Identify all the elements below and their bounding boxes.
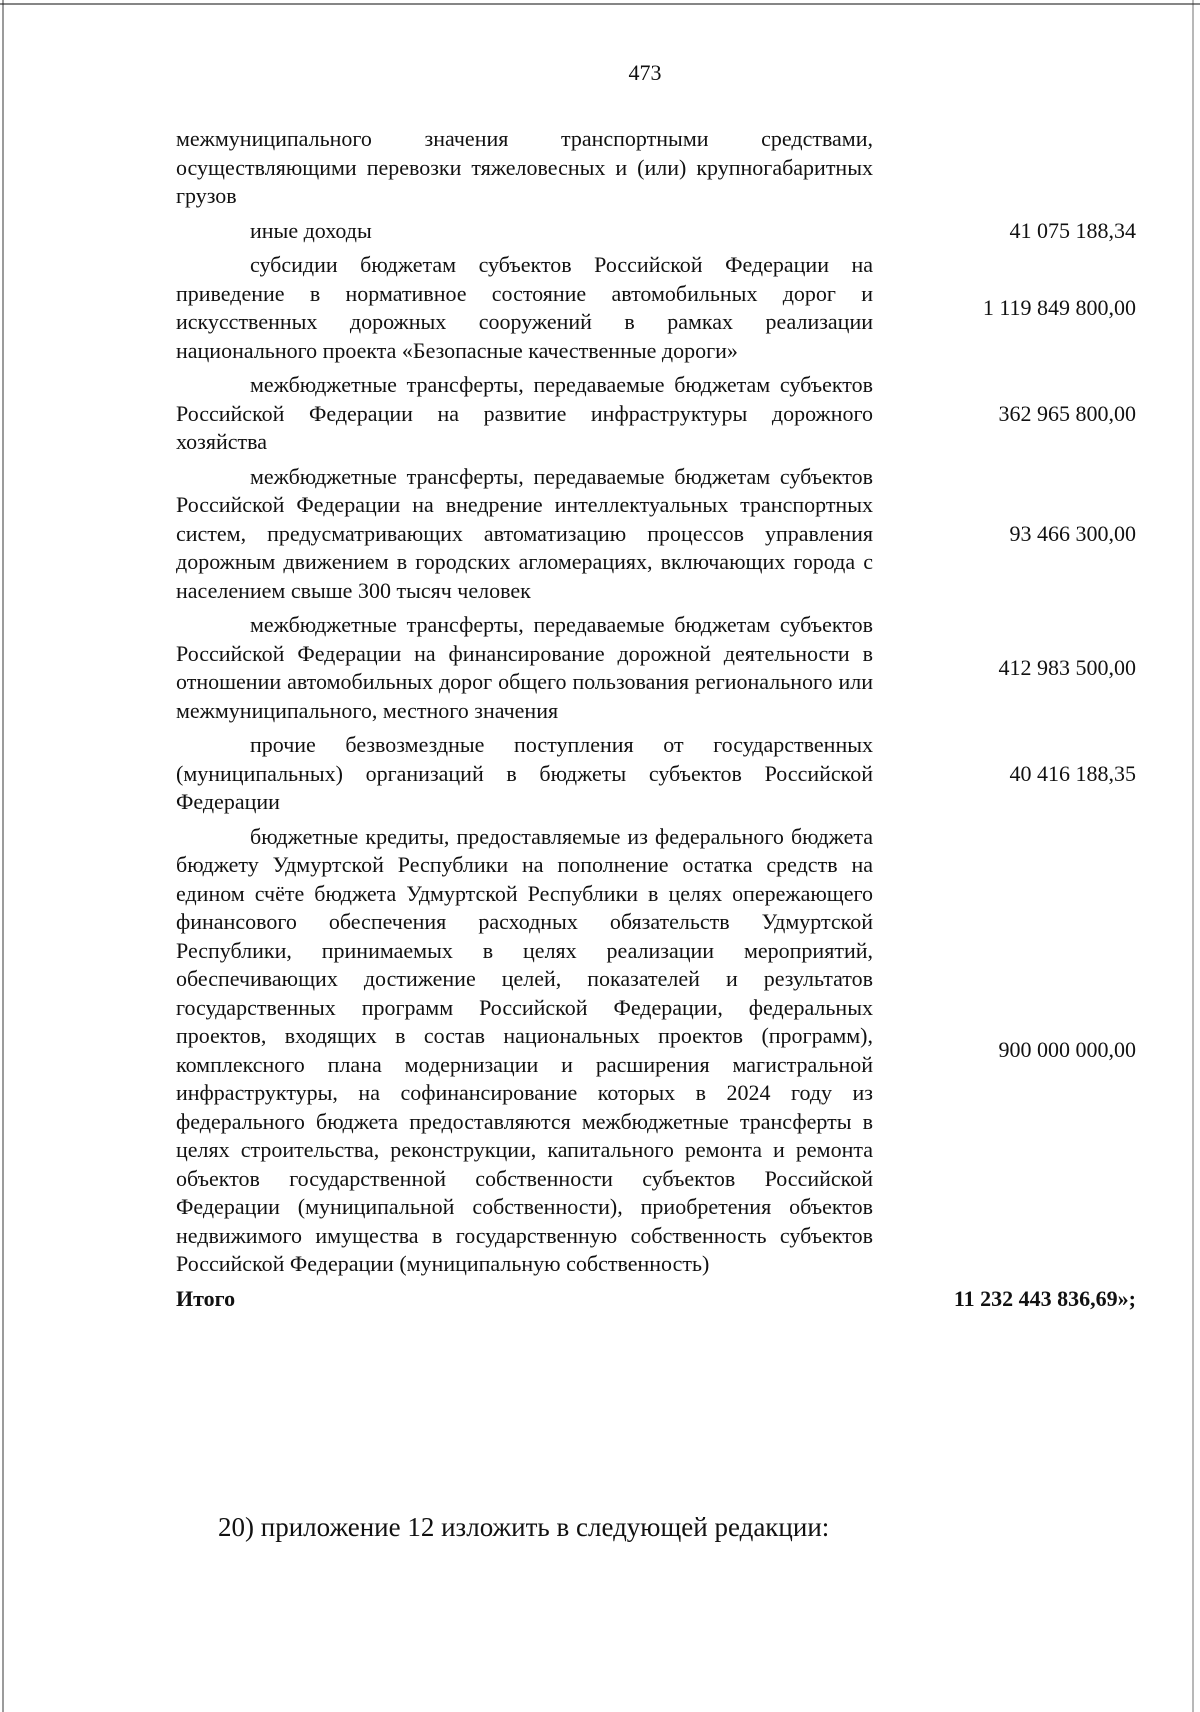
budget-row [176, 217, 1136, 246]
total-amount: 11 232 443 836,69»; [953, 1285, 1136, 1311]
budget-row [176, 823, 1136, 1279]
row-amount: 900 000 000,00 [998, 1037, 1136, 1063]
row-amount: 41 075 188,34 [1009, 217, 1136, 243]
budget-row [176, 125, 1136, 211]
scan-edge-right [1192, 0, 1194, 1712]
scan-edge-top [0, 3, 1200, 5]
row-description: субсидии бюджетам субъектов Российской Федерации на приведение в нормативное состояние автомобильных дорог и искусственных дорожных сооружений в рамках реализации национального проекта «Безопасные качественные дороги» [176, 252, 873, 363]
row-description: межбюджетные трансферты, передаваемые бюджетам субъектов Российской Федерации на финансирование дорожной деятельности в отношении автомобильных дорог общего пользования регионального или межмуниципального, местного значения [176, 612, 873, 723]
budget-row [176, 611, 1136, 725]
budget-entries [176, 125, 1136, 1319]
row-description: межбюджетные трансферты, передаваемые бюджетам субъектов Российской Федерации на внедрение интеллектуальных транспортных систем, предусматривающих автоматизацию процессов управления дорожным движением в городских агломерациях, включающих города с населением свыше 300 тысяч человек [176, 463, 873, 603]
total-row [176, 1285, 1136, 1314]
budget-row [176, 251, 1136, 365]
row-amount: 93 466 300,00 [1009, 520, 1136, 546]
row-amount: 412 983 500,00 [998, 654, 1136, 680]
row-description: межмуниципального значения транспортными средствами, осуществляющими перевозки тяжеловесных и (или) крупногабаритных грузов [176, 126, 873, 208]
page-number: 473 [628, 60, 662, 85]
amendment-instruction: 20) приложение 12 изложить в следующей редакции: [218, 1512, 830, 1542]
row-amount: 1 119 849 800,00 [982, 294, 1136, 320]
total-label: Итого [176, 1285, 236, 1311]
scan-edge-left [2, 0, 4, 1712]
row-amount: 362 965 800,00 [998, 400, 1136, 426]
row-description: прочие безвозмездные поступления от государственных (муниципальных) организаций в бюджеты субъектов Российской Федерации [176, 732, 873, 814]
row-description: межбюджетные трансферты, передаваемые бюджетам субъектов Российской Федерации на развитие инфраструктуры дорожного хозяйства [176, 372, 873, 454]
row-description: иные доходы [250, 217, 372, 243]
budget-row [176, 463, 1136, 606]
budget-row [176, 371, 1136, 457]
row-amount: 40 416 188,35 [1009, 760, 1136, 786]
row-description: бюджетные кредиты, предоставляемые из федерального бюджета бюджету Удмуртской Республики на пополнение остатка средств на едином счёте бюджета Удмуртской Республики в целях опережающего финансового обеспечения расходных обязательств Удмуртской Республики, принимаемых в целях реализации мероприятий, обеспечивающих достижение целей, показателей и результатов государственных программ Российской Федерации, федеральных проектов, входящих в состав национальных проектов (программ), комплексного плана модернизации и расширения магистральной инфраструктуры, на софинансирование которых в 2024 году из федерального бюджета предоставляются межбюджетные трансферты в целях строительства, реконструкции, капитального ремонта и ремонта объектов государственной собственности субъектов Российской Федерации (муниципальной собственности), приобретения объектов недвижимого имущества в государственную собственность субъектов Российской Федерации (муниципальную собственность) [176, 823, 873, 1276]
budget-row [176, 731, 1136, 817]
